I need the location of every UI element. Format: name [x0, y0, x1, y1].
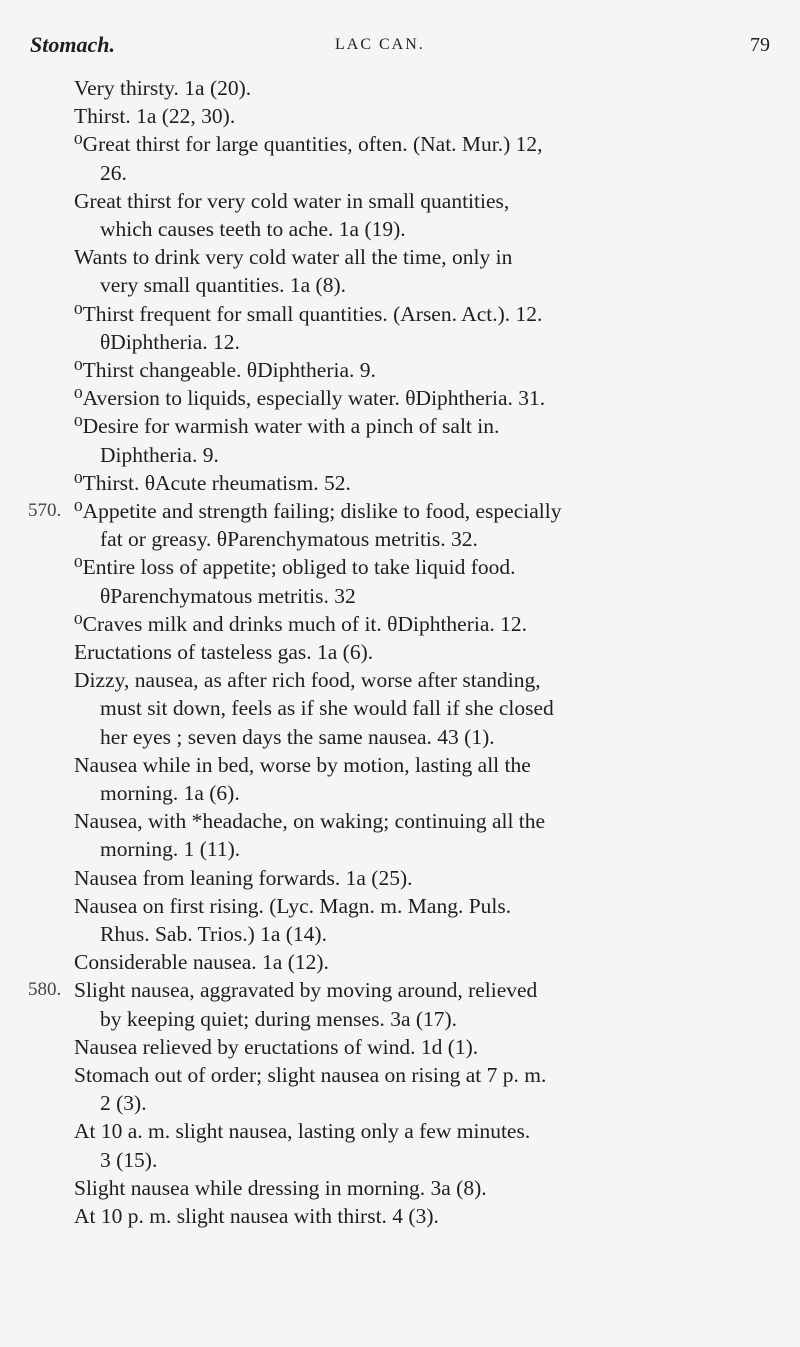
- symptom-text: Rhus. Sab. Trios.) 1a (14).: [100, 922, 327, 946]
- symptom-text: ⁰Desire for warmish water with a pinch of salt in.: [74, 414, 500, 439]
- symptom-text: morning. 1a (6).: [100, 781, 240, 805]
- page-number: 79: [750, 34, 770, 56]
- section-title: Stomach.: [30, 32, 115, 57]
- symptom-text: θDiphtheria. 12.: [100, 329, 240, 354]
- running-header: [30, 32, 770, 66]
- symptom-text: by keeping quiet; during menses. 3a (17).: [100, 1006, 458, 1031]
- symptom-text: ⁰Appetite and strength failing; dislike to food, especially: [74, 499, 562, 523]
- symptom-text: ⁰Thirst changeable. θDiphtheria. 9.: [74, 358, 376, 382]
- symptom-text: θParenchymatous metritis. 32: [100, 583, 356, 608]
- symptom-text: 26.: [100, 160, 127, 185]
- symptom-text: her eyes ; seven days the same nausea. 43 (1).: [100, 724, 495, 749]
- symptom-text: Nausea from leaning forwards. 1a (25).: [74, 865, 413, 890]
- symptom-text: 2 (3).: [100, 1091, 147, 1116]
- symptom-text: Slight nausea while dressing in morning. 3a (8).: [74, 1175, 487, 1200]
- symptom-text: which causes teeth to ache. 1a (19).: [100, 217, 406, 241]
- symptom-text: At 10 p. m. slight nausea with thirst. 4 (3).: [74, 1204, 439, 1228]
- remedy-title: LAC CAN.: [335, 36, 425, 53]
- symptom-text: morning. 1 (11).: [100, 837, 241, 862]
- symptom-text: ⁰Thirst frequent for small quantities. (Arsen. Act.). 12.: [74, 301, 543, 326]
- symptom-text: 3 (15).: [100, 1147, 158, 1172]
- symptom-text: ⁰Aversion to liquids, especially water. θDiphtheria. 31.: [74, 386, 546, 411]
- symptom-text: fat or greasy. θParenchymatous metritis. 32.: [100, 527, 478, 552]
- symptom-text: Very thirsty. 1a (20).: [74, 76, 252, 100]
- symptom-text: Eructations of tasteless gas. 1a (6).: [74, 640, 374, 664]
- symptom-text: Nausea on first rising. (Lyc. Magn. m. Mang. Puls.: [74, 893, 512, 918]
- symptom-text: must sit down, feels as if she would fall if she closed: [100, 696, 554, 721]
- symptom-text: Nausea, with *headache, on waking; continuing all the: [74, 809, 546, 834]
- symptom-text: ⁰Craves milk and drinks much of it. θDiphtheria. 12.: [74, 611, 528, 636]
- symptom-text: Diphtheria. 9.: [100, 442, 219, 467]
- symptom-text: Slight nausea, aggravated by moving around, relieved: [74, 978, 538, 1003]
- symptom-text: ⁰Entire loss of appetite; obliged to take liquid food.: [74, 555, 516, 580]
- symptom-text: Nausea relieved by eructations of wind. 1d (1).: [74, 1034, 479, 1059]
- symptom-text: Dizzy, nausea, as after rich food, worse after standing,: [74, 668, 541, 693]
- symptom-text: Wants to drink very cold water all the time, only in: [74, 245, 513, 270]
- symptom-text: At 10 a. m. slight nausea, lasting only a few minutes.: [74, 1119, 531, 1144]
- paragraph-number: 570.: [28, 500, 62, 521]
- symptom-text: ⁰Thirst. θAcute rheumatism. 52.: [74, 470, 351, 495]
- symptom-text: ⁰Great thirst for large quantities, often. (Nat. Mur.) 12,: [74, 132, 543, 157]
- symptom-text: Thirst. 1a (22, 30).: [74, 104, 236, 129]
- paragraph-number: 580.: [28, 979, 62, 1001]
- symptom-text: Nausea while in bed, worse by motion, lasting all the: [74, 752, 531, 777]
- symptom-text: Stomach out of order; slight nausea on rising at 7 p. m.: [74, 1063, 547, 1087]
- symptom-text: Great thirst for very cold water in small quantities,: [74, 188, 510, 213]
- symptom-text: Considerable nausea. 1a (12).: [74, 950, 329, 975]
- symptom-text: very small quantities. 1a (8).: [100, 273, 346, 298]
